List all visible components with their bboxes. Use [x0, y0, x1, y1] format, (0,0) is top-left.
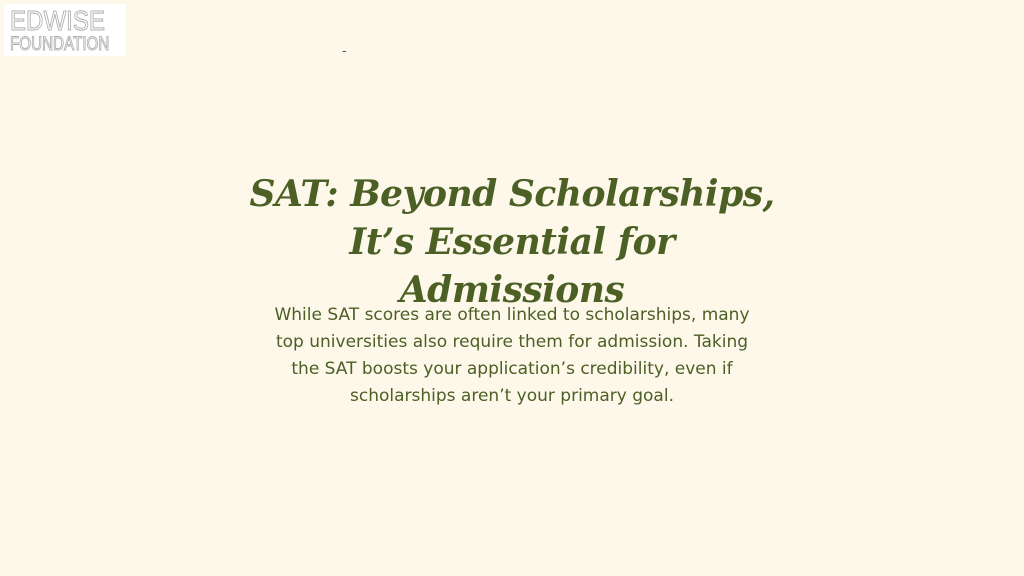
logo-line-edwise: EDWISE — [10, 4, 106, 36]
slide-body-text: While SAT scores are often linked to scholarships, many top universities also require them for admission. Taking the SAT boosts your application’s credibility, even if scholarships aren’t your primary goal. — [274, 305, 750, 406]
slide-title: SAT: Beyond Scholarships, It’s Essential for Admissions — [249, 173, 775, 311]
logo-line-foundation: FOUNDATION — [10, 33, 110, 55]
header-dash: - — [342, 42, 347, 58]
edwise-foundation-logo — [4, 4, 126, 56]
